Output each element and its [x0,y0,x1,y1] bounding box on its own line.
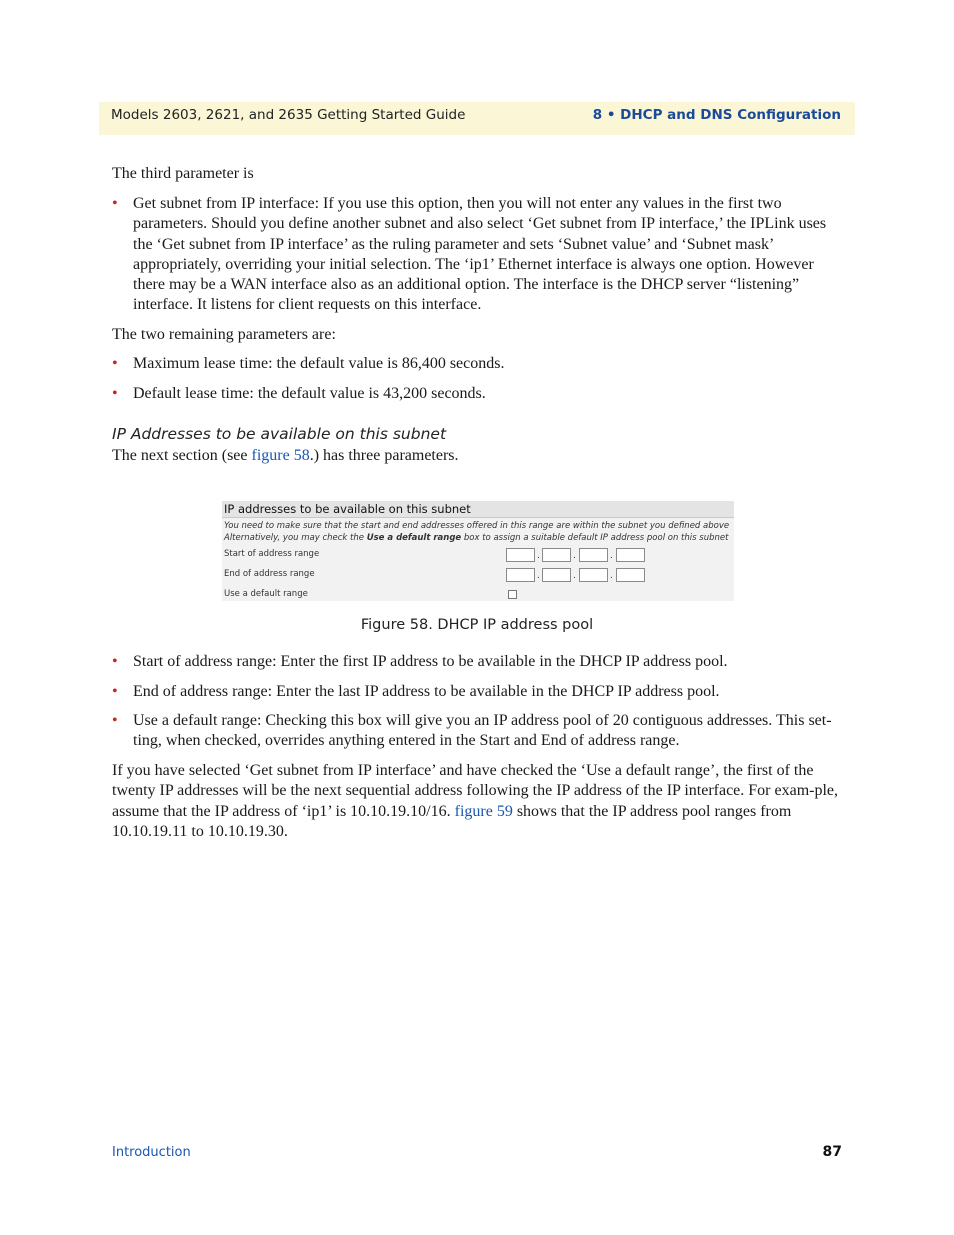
bullet-get-subnet [112,194,844,316]
start-octet-1-input[interactable] [506,548,535,562]
bullet-start-range [112,652,844,672]
figure-panel-title: IP addresses to be available on this subnet [222,501,734,518]
use-default-range-checkbox[interactable] [508,590,517,599]
text-segment: Alternatively, you may check the [224,533,367,543]
figure-dhcp-pool-screenshot [222,501,734,601]
label-end-of-range: End of address range [224,569,315,579]
octet-separator: . [610,551,613,561]
bullet-end-range [112,682,844,702]
paragraph-next-section [112,446,844,466]
header-guide-title: Models 2603, 2621, and 2635 Getting Started Guide [111,107,466,123]
start-octet-3-input[interactable] [579,548,608,562]
text-segment: box to assign a suitable default IP address pool on this subnet [461,533,729,543]
octet-separator: . [537,571,540,581]
start-octet-2-input[interactable] [542,548,571,562]
octet-separator: . [537,551,540,561]
bullet-text: Get subnet from IP interface: If you use this option, then you will not enter any values in the first two parameters. Should you define another subnet and also select ‘Get subnet from IP interface,’ the IPLink uses the ‘Get subnet from IP interface’ as the ruling parameter and sets ‘Subnet value’ and ‘Subnet mask’ appropriately, overriding your initial selection. The ‘ip1’ Ethernet interface is always one option. However there may be a WAN interface also as an additional option. The interface is the DHCP server “listening” interface. It listens for client requests on this interface. [133,195,827,314]
bullet-marker: • [112,683,118,700]
bullet-text: End of address range: Enter the last IP address to be available in the DHCP IP address pool. [133,683,720,700]
bullet-default-range [112,711,844,752]
bullet-marker: • [112,712,118,729]
text-segment: shows that the IP address pool ranges from 10.10.19.11 to 10.10.19.30. [112,802,792,840]
end-octet-2-input[interactable] [542,568,571,582]
bullet-marker: • [112,355,118,372]
bullet-text: Maximum lease time: the default value is 86,400 seconds. [133,355,505,372]
label-start-of-range: Start of address range [224,549,320,559]
footer-section-link[interactable]: Introduction [112,1145,191,1160]
octet-separator: . [610,571,613,581]
bullet-marker: • [112,195,118,212]
paragraph-final [112,761,844,842]
figure-note-1: You need to make sure that the start and end addresses offered in this range are within the subnet you defined above [224,521,730,531]
figure-58-link[interactable]: figure 58 [251,447,310,464]
bullet-text: Use a default range: Checking this box will give you an IP address pool of 20 contiguous addresses. This set-ting, when checked, overrides anything entered in the Start and End of address range. [133,712,832,750]
text-segment: The next section (see [112,447,252,464]
running-header [99,102,855,135]
text-segment-bold: Use a default range [366,533,462,543]
header-chapter-title: 8 • DHCP and DNS Configuration [592,107,841,123]
end-octet-1-input[interactable] [506,568,535,582]
start-octet-4-input[interactable] [616,548,645,562]
bullet-marker: • [112,653,118,670]
octet-separator: . [573,551,576,561]
octet-separator: . [573,571,576,581]
section-heading: IP Addresses to be available on this subnet [112,425,447,443]
paragraph-remaining-parameters: The two remaining parameters are: [112,326,336,343]
bullet-default-lease [112,384,844,404]
bullet-max-lease [112,354,844,374]
paragraph-third-parameter: The third parameter is [112,165,254,182]
bullet-text: Default lease time: the default value is 43,200 seconds. [133,385,486,402]
label-use-default-range: Use a default range [224,589,308,599]
end-octet-3-input[interactable] [579,568,608,582]
figure-note-2 [224,533,728,543]
bullet-text: Start of address range: Enter the first IP address to be available in the DHCP IP address pool. [133,653,728,670]
bullet-marker: • [112,385,118,402]
figure-caption: Figure 58. DHCP IP address pool [360,617,594,633]
figure-59-link[interactable]: figure 59 [454,802,513,820]
text-segment: .) has three parameters. [309,447,459,464]
page-number: 87 [822,1144,842,1160]
end-octet-4-input[interactable] [616,568,645,582]
text-segment: If you have selected ‘Get subnet from IP interface’ and have checked the ‘Use a default range’, the first of the twenty IP addresses will be the next sequential address following the IP address of the IP interface. For exam-ple, assume that the IP address of ‘ip1’ is 10.10.19.10/16. [112,762,839,820]
